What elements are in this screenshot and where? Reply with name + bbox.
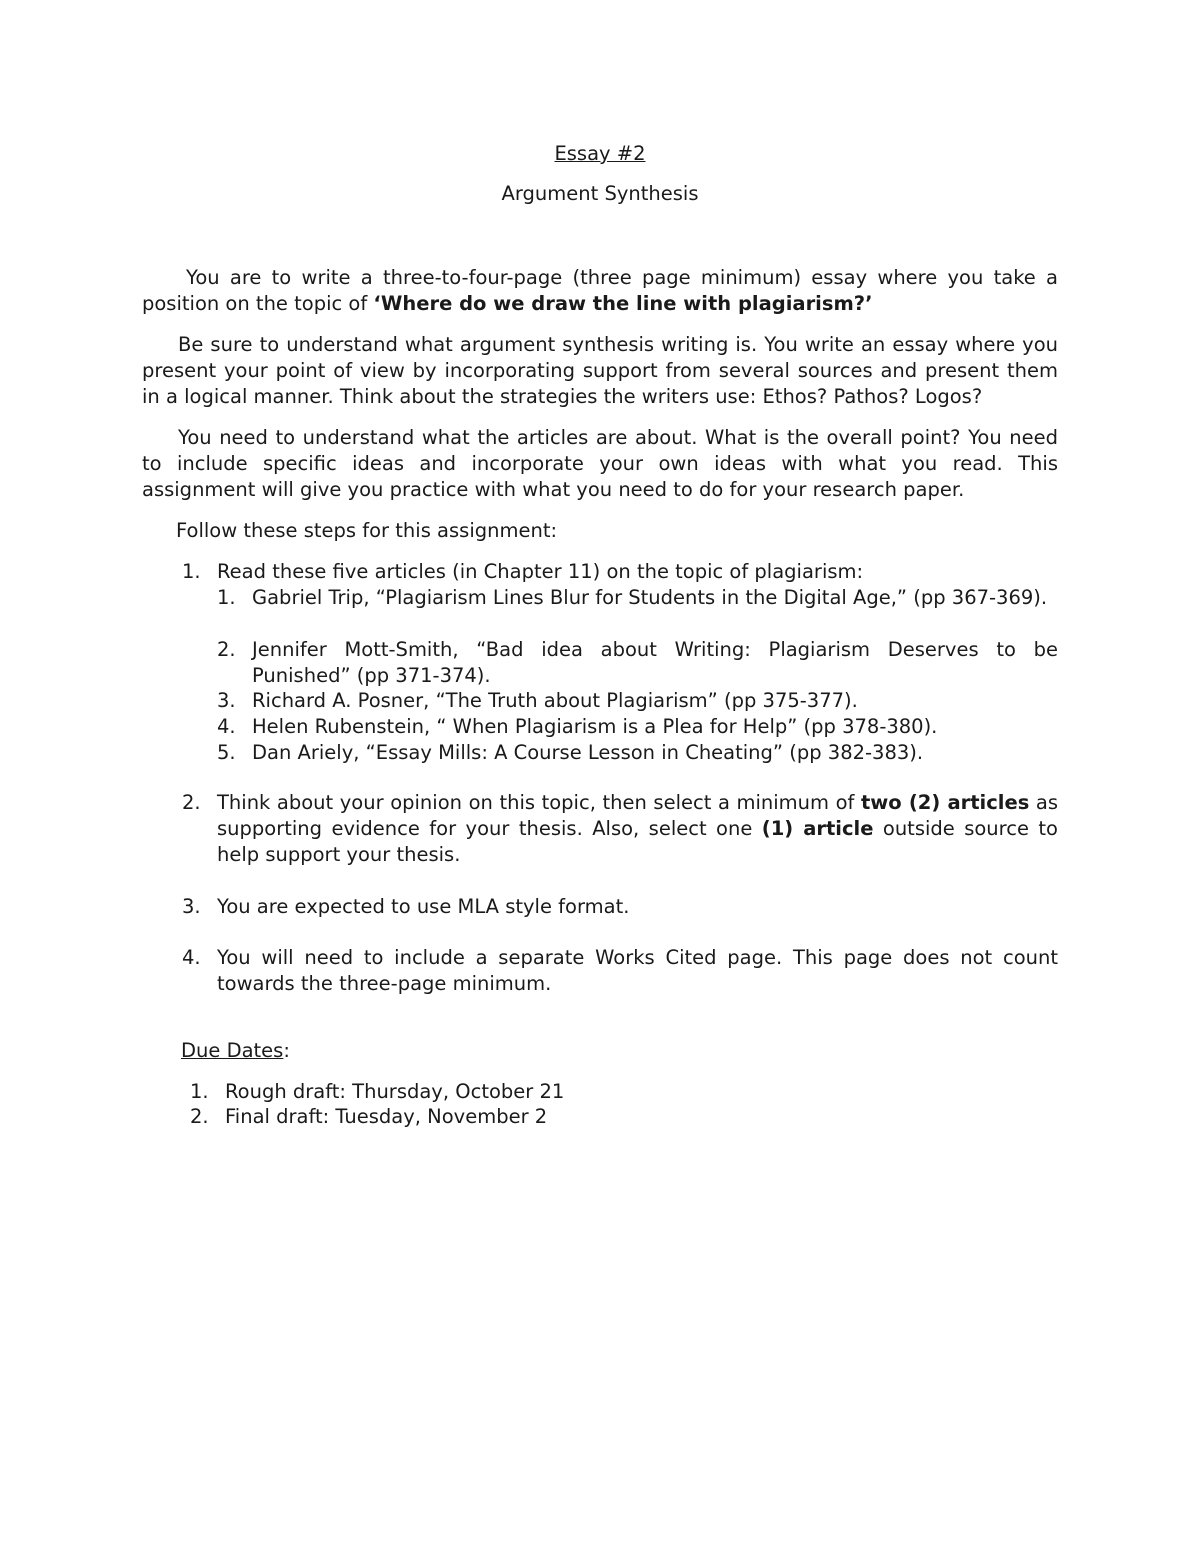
step-2-part-1: Think about your opinion on this topic, then select a minimum of	[217, 791, 861, 814]
step-3-text: You are expected to use MLA style format.	[217, 895, 630, 918]
step-2-number: 2.	[182, 791, 201, 814]
step-4-text: You will need to include a separate Works Cited page. This page does not count towards the three-page minimum.	[217, 946, 1058, 995]
article-3-number: 3.	[217, 689, 236, 712]
step-1-text: Read these five articles (in Chapter 11) on the topic of plagiarism:	[217, 560, 864, 583]
article-5-number: 5.	[217, 741, 236, 764]
steps-intro: Follow these steps for this assignment:	[176, 519, 558, 542]
due-dates-colon: :	[283, 1039, 290, 1062]
intro-p1-text: You are to write a three-to-four-page (three page minimum) essay where you take a position on the topic of	[142, 266, 1058, 315]
due-2-number: 2.	[190, 1105, 209, 1128]
essay-subtitle: Argument Synthesis	[501, 182, 699, 205]
article-1-number: 1.	[217, 586, 236, 609]
two-articles-emphasis: two (2) articles	[860, 791, 1030, 814]
article-1: Gabriel Trip, “Plagiarism Lines Blur for Students in the Digital Age,” (pp 367-369).	[252, 586, 1048, 609]
intro-paragraph-2: Be sure to understand what argument synthesis writing is. You write an essay where you present your point of view by incorporating support from several sources and present them in a logical manner. Think about the strategies the writers use: Ethos? Pathos? Logos?	[142, 333, 1058, 408]
due-1-number: 1.	[190, 1080, 209, 1103]
step-1-number: 1.	[182, 560, 201, 583]
article-4: Helen Rubenstein, “ When Plagiarism is a Plea for Help” (pp 378-380).	[252, 715, 938, 738]
article-2-number: 2.	[217, 638, 236, 661]
step-2-part-2: as supporting evidence for your thesis. Also, select one	[217, 791, 1058, 840]
article-5: Dan Ariely, “Essay Mills: A Course Lesson in Cheating” (pp 382-383).	[252, 741, 924, 764]
rough-draft-date: Rough draft: Thursday, October 21	[225, 1080, 565, 1103]
intro-paragraph-3: You need to understand what the articles are about. What is the overall point? You need to include specific ideas and incorporate your own ideas with what you read. This assignment will give you practice with what you need to do for your research paper.	[142, 426, 1058, 501]
article-4-number: 4.	[217, 715, 236, 738]
step-2-part-3: outside source to help support your thesis.	[217, 817, 1058, 866]
step-3-number: 3.	[182, 895, 201, 918]
step-4-number: 4.	[182, 946, 201, 969]
step-2-text	[217, 790, 1058, 868]
final-draft-date: Final draft: Tuesday, November 2	[225, 1105, 548, 1128]
essay-title: Essay #2	[554, 142, 646, 165]
article-2: Jennifer Mott-Smith, “Bad idea about Writing: Plagiarism Deserves to be Punished” (pp 371-374).	[252, 638, 1058, 687]
one-article-emphasis: (1) article	[761, 817, 874, 840]
due-dates-heading	[181, 1038, 1058, 1064]
topic-question: ‘Where do we draw the line with plagiarism?’	[373, 292, 873, 315]
article-3: Richard A. Posner, “The Truth about Plagiarism” (pp 375-377).	[252, 689, 858, 712]
intro-paragraph-1	[142, 265, 1058, 317]
due-dates-label: Due Dates	[181, 1039, 284, 1062]
